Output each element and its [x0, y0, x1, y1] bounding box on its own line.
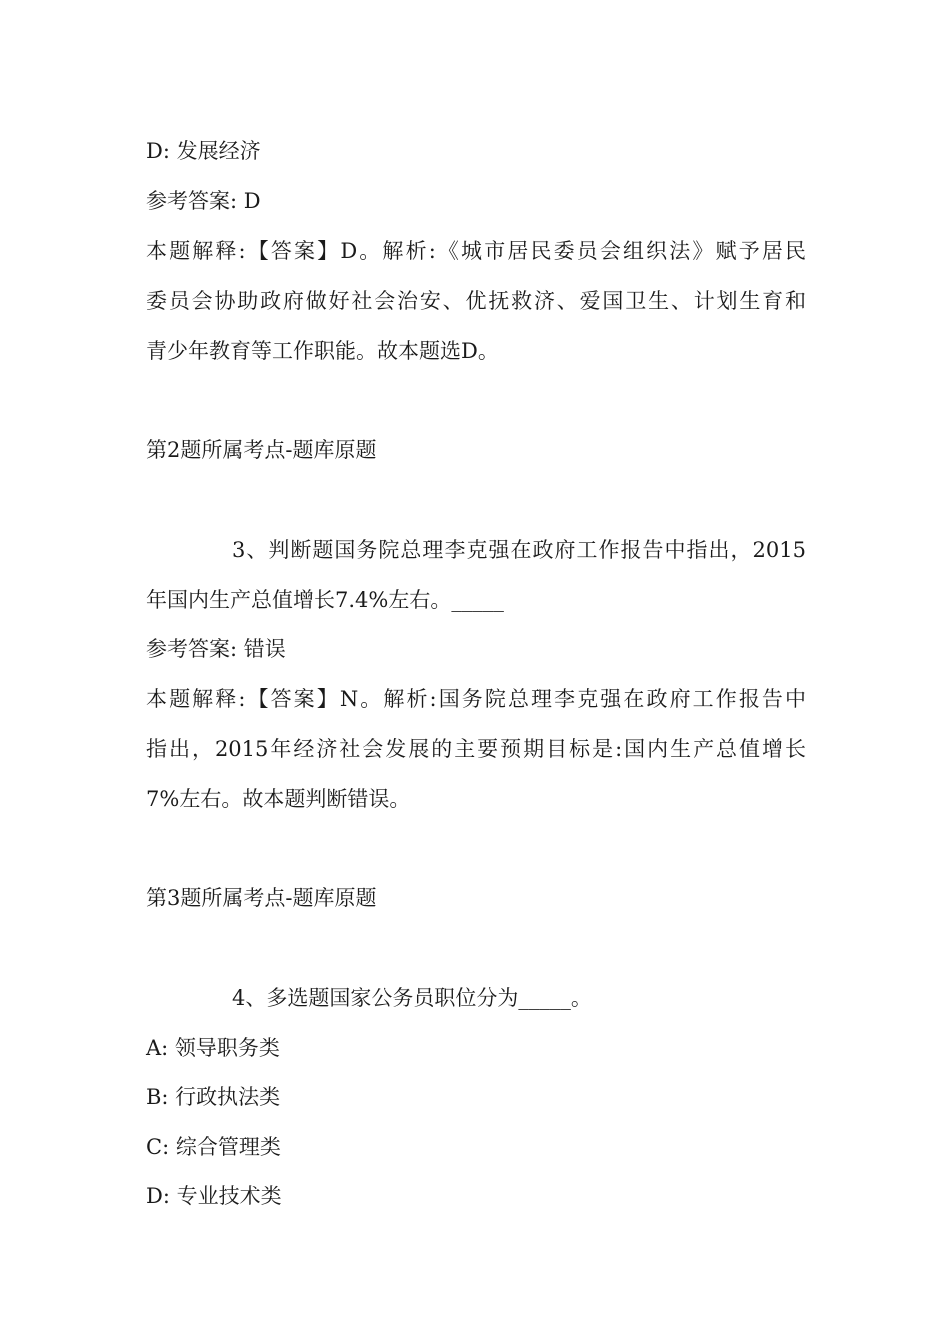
q3-explanation-line: 7%左右。故本题判断错误。: [146, 787, 411, 811]
q4-option-a: A: 领导职务类: [146, 1036, 280, 1060]
q4-option-d: D: 专业技术类: [146, 1184, 282, 1208]
q1-explanation-line: 委员会协助政府做好社会治安、优抚救济、爱国卫生、计划生育和: [146, 289, 806, 313]
q2-topic-heading: 第2题所属考点-题库原题: [146, 438, 377, 462]
q1-explanation-line: 青少年教育等工作职能。故本题选D。: [146, 339, 499, 363]
q1-option-d: D: 发展经济: [146, 139, 261, 163]
q4-stem: 4、多选题国家公务员职位分为_____。: [232, 986, 592, 1010]
q1-answer: 参考答案: D: [146, 189, 261, 213]
q3-stem-line: 年国内生产总值增长7.4%左右。_____: [146, 588, 504, 612]
q3-explanation-line: 指出，2015年经济社会发展的主要预期目标是:国内生产总值增长: [146, 737, 806, 761]
q3-explanation-line: 本题解释:【答案】N。解析:国务院总理李克强在政府工作报告中: [146, 687, 806, 711]
q4-option-b: B: 行政执法类: [146, 1085, 281, 1109]
q1-explanation-line: 本题解释:【答案】D。解析:《城市居民委员会组织法》赋予居民: [146, 239, 806, 263]
q3-answer: 参考答案: 错误: [146, 637, 286, 661]
q3-topic-heading: 第3题所属考点-题库原题: [146, 886, 377, 910]
q4-option-c: C: 综合管理类: [146, 1135, 281, 1159]
q3-stem-line: 3、判断题国务院总理李克强在政府工作报告中指出，2015: [232, 538, 806, 562]
